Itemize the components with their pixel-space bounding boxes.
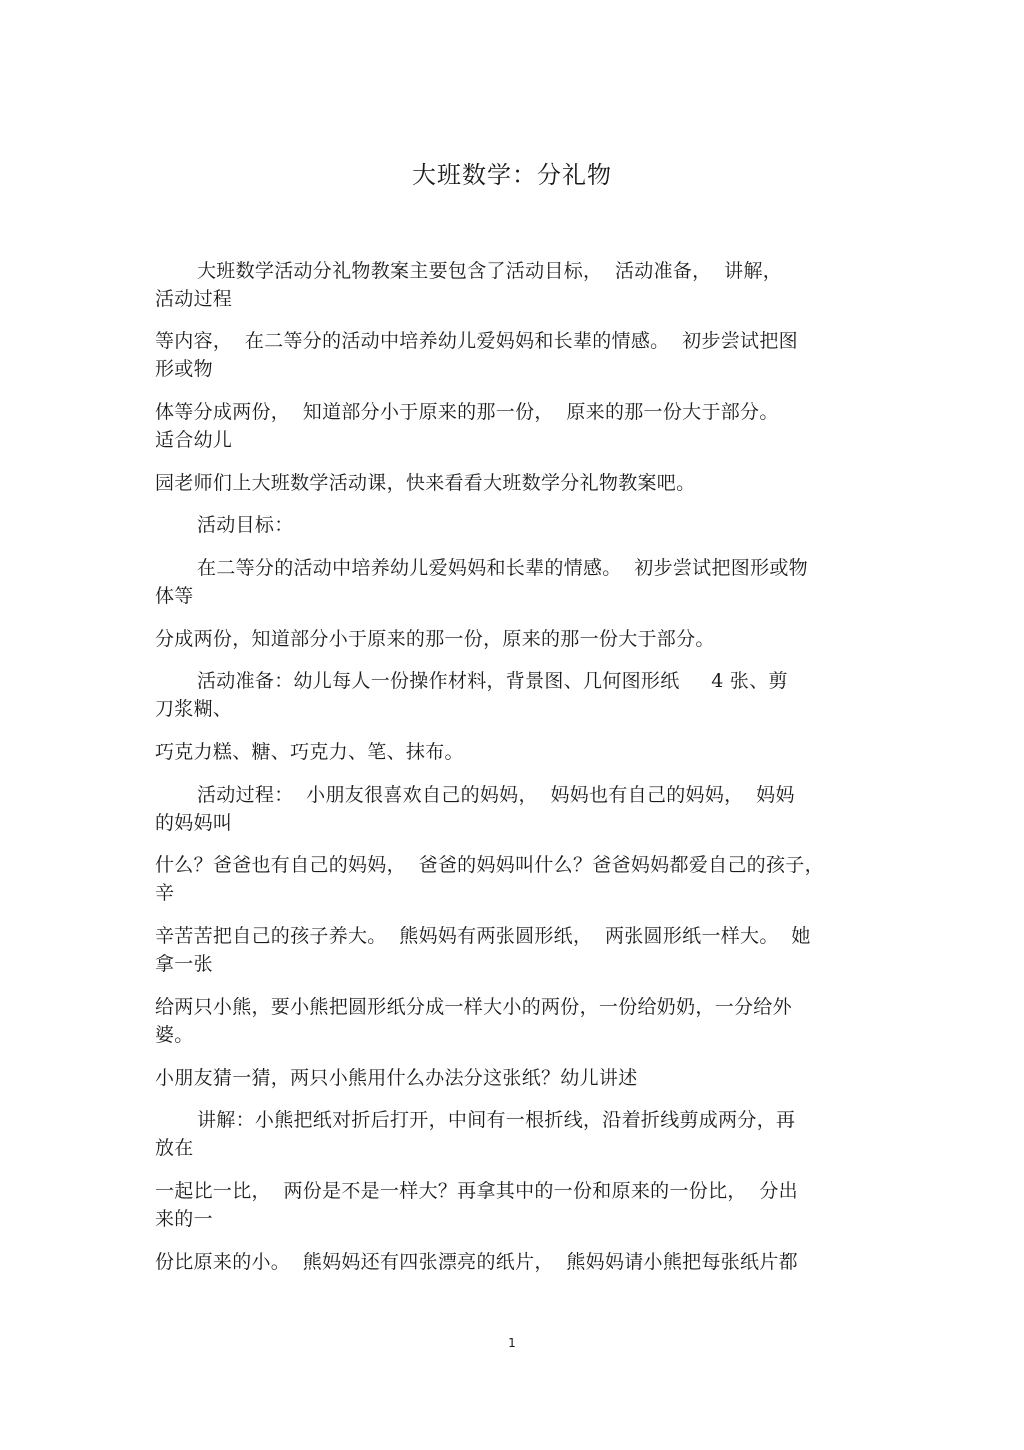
paragraph-line: 在二等分的活动中培养幼儿爱妈妈和长辈的情感。 初步尝试把图形或物 (197, 557, 808, 579)
paragraph-line: 体等分成两份， 知道部分小于原来的那一份， 原来的那一份大于部分。 (155, 401, 779, 423)
paragraph-line: 园老师们上大班数学活动课，快来看看大班数学分礼物教案吧。 (155, 472, 696, 494)
paragraph-line: 一起比一比， 两份是不是一样大？再拿其中的一份和原来的一份比， 分出 (155, 1180, 798, 1202)
paragraph-line: 分成两份，知道部分小于原来的那一份，原来的那一份大于部分。 (155, 628, 715, 650)
paragraph-line: 活动过程 (155, 288, 233, 310)
paragraph-line: 活动过程： 小朋友很喜欢自己的妈妈， 妈妈也有自己的妈妈， 妈妈 (197, 784, 795, 806)
paragraph-line: 的妈妈叫 (155, 812, 233, 834)
paragraph-line: 刀浆糊、 (155, 698, 233, 720)
paragraph-line: 拿一张 (155, 953, 213, 975)
paragraph-line: 适合幼儿 (155, 429, 233, 451)
paragraph-line: 大班数学活动分礼物教案主要包含了活动目标， 活动准备， 讲解， (197, 260, 783, 282)
paragraph-line: 什么？爸爸也有自己的妈妈， 爸爸的妈妈叫什么？爸爸妈妈都爱自己的孩子， (155, 854, 824, 876)
paragraph-line: 体等 (155, 585, 194, 607)
paragraph-line: 婆。 (155, 1024, 194, 1046)
paragraph-line: 巧克力糕、糖、巧克力、笔、抹布。 (155, 741, 464, 763)
section-heading: 活动目标： (197, 514, 294, 536)
paragraph-line: 份比原来的小。 熊妈妈还有四张漂亮的纸片， 熊妈妈请小熊把每张纸片都 (155, 1251, 798, 1273)
page-number: 1 (508, 1336, 516, 1350)
paragraph-line: 小朋友猜一猜，两只小熊用什么办法分这张纸？幼儿讲述 (155, 1067, 638, 1089)
paragraph-line: 形或物 (155, 358, 213, 380)
paragraph-line: 等内容， 在二等分的活动中培养幼儿爱妈妈和长辈的情感。 初步尝试把图 (155, 330, 798, 352)
paragraph-line: 活动准备：幼儿每人一份操作材料，背景图、几何图形纸 4 张、剪 (197, 670, 788, 692)
paragraph-line: 放在 (155, 1137, 194, 1159)
document-title: 大班数学：分礼物 (412, 161, 612, 189)
paragraph-line: 给两只小熊，要小熊把圆形纸分成一样大小的两份，一份给奶奶，一分给外 (155, 996, 792, 1018)
paragraph-line: 辛 (155, 882, 175, 904)
paragraph-line: 来的一 (155, 1208, 213, 1230)
paragraph-line: 辛苦苦把自己的孩子养大。 熊妈妈有两张圆形纸， 两张圆形纸一样大。 她 (155, 925, 811, 947)
paragraph-line: 讲解：小熊把纸对折后打开，中间有一根折线，沿着折线剪成两分，再 (197, 1109, 796, 1131)
